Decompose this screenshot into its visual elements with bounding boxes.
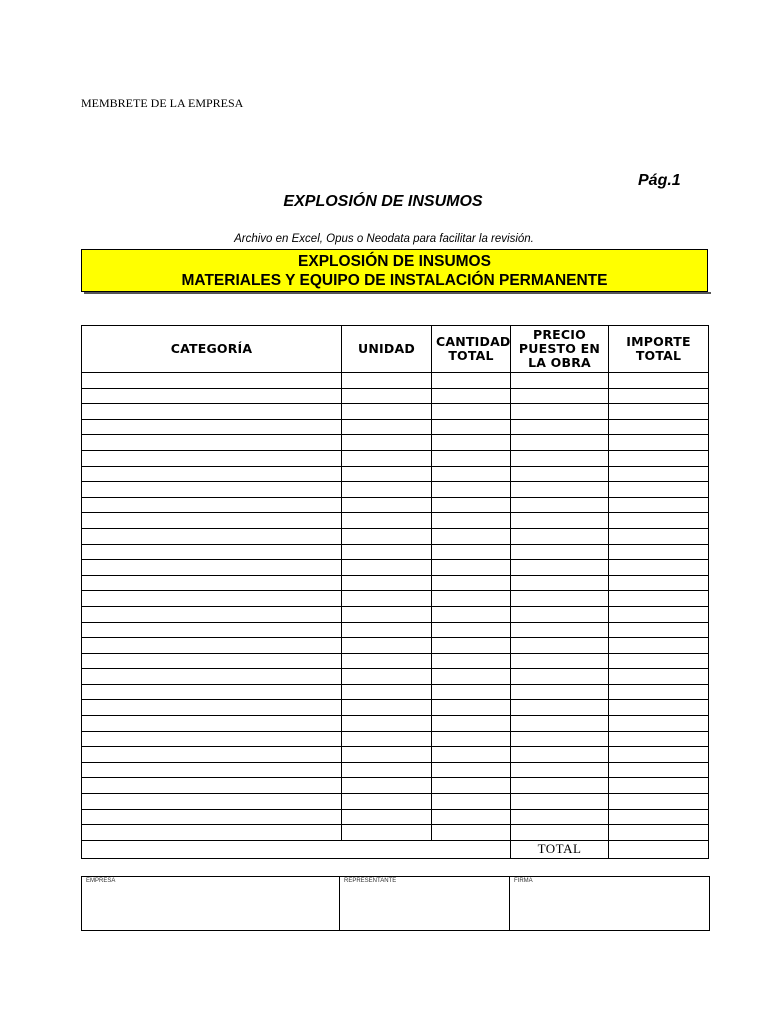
table-cell[interactable] (432, 575, 511, 591)
banner-line-1: EXPLOSIÓN DE INSUMOS (298, 253, 491, 270)
table-cell[interactable] (432, 419, 511, 435)
table-cell[interactable] (511, 575, 609, 591)
table-cell[interactable] (432, 716, 511, 732)
header-precio-puesto: PRECIO PUESTO EN LA OBRA (511, 326, 609, 373)
table-cell[interactable] (342, 747, 432, 763)
table-cell[interactable] (82, 638, 342, 654)
table-cell[interactable] (609, 404, 709, 420)
table-row (82, 825, 709, 841)
signature-label-empresa: EMPRESA (86, 878, 116, 884)
table-cell[interactable] (342, 591, 432, 607)
section-banner (81, 249, 708, 292)
table-cell[interactable] (609, 731, 709, 747)
table-cell[interactable] (432, 653, 511, 669)
table-cell[interactable] (82, 528, 342, 544)
table-cell[interactable] (609, 419, 709, 435)
table-cell[interactable] (511, 388, 609, 404)
page-number: Pág.1 (638, 172, 681, 189)
table-cell[interactable] (511, 762, 609, 778)
table-cell[interactable] (609, 373, 709, 389)
table-cell[interactable] (609, 466, 709, 482)
table-row (82, 684, 709, 700)
supplies-table (81, 325, 709, 859)
table-row (82, 747, 709, 763)
signature-box (81, 876, 710, 931)
table-cell[interactable] (609, 591, 709, 607)
table-cell[interactable] (82, 497, 342, 513)
table-cell[interactable] (82, 544, 342, 560)
table-cell[interactable] (342, 731, 432, 747)
table-header-row (82, 326, 709, 373)
document-title (0, 193, 768, 211)
table-cell[interactable] (342, 653, 432, 669)
table-cell[interactable] (82, 404, 342, 420)
table-row (82, 466, 709, 482)
table-row (82, 575, 709, 591)
table-row (82, 482, 709, 498)
table-cell[interactable] (342, 575, 432, 591)
table-cell[interactable] (82, 794, 342, 810)
table-cell[interactable] (432, 825, 511, 841)
table-row (82, 794, 709, 810)
table-cell[interactable] (432, 794, 511, 810)
table-cell[interactable] (342, 435, 432, 451)
table-cell[interactable] (432, 388, 511, 404)
table-cell[interactable] (342, 778, 432, 794)
table-cell[interactable] (342, 404, 432, 420)
table-row (82, 809, 709, 825)
table-cell[interactable] (511, 435, 609, 451)
table-cell[interactable] (609, 638, 709, 654)
table-cell[interactable] (342, 794, 432, 810)
header-importe-total: IMPORTE TOTAL (609, 326, 709, 373)
table-cell[interactable] (82, 622, 342, 638)
table-cell[interactable] (511, 622, 609, 638)
signature-label-firma: FIRMA (514, 878, 533, 884)
table-cell[interactable] (609, 560, 709, 576)
table-cell[interactable] (432, 684, 511, 700)
total-row (82, 840, 709, 858)
table-row (82, 404, 709, 420)
table-body (82, 373, 709, 859)
table-cell[interactable] (609, 653, 709, 669)
table-cell[interactable] (342, 373, 432, 389)
table-cell[interactable] (432, 560, 511, 576)
table-cell[interactable] (432, 622, 511, 638)
table-cell[interactable] (511, 513, 609, 529)
table-cell[interactable] (82, 435, 342, 451)
table-cell[interactable] (82, 560, 342, 576)
table-cell[interactable] (82, 684, 342, 700)
table-cell[interactable] (432, 544, 511, 560)
table-cell[interactable] (511, 528, 609, 544)
table-cell[interactable] (511, 544, 609, 560)
table-cell[interactable] (82, 466, 342, 482)
table-cell[interactable] (511, 373, 609, 389)
table-cell[interactable] (432, 450, 511, 466)
table-cell[interactable] (609, 606, 709, 622)
table-cell[interactable] (511, 497, 609, 513)
table-cell[interactable] (511, 404, 609, 420)
table-row (82, 388, 709, 404)
table-cell[interactable] (511, 684, 609, 700)
table-cell[interactable] (82, 450, 342, 466)
table-cell[interactable] (82, 606, 342, 622)
table-cell[interactable] (609, 513, 709, 529)
header-cantidad-total: CANTIDAD TOTAL (432, 326, 511, 373)
table-row (82, 560, 709, 576)
table-cell[interactable] (82, 716, 342, 732)
banner-line-2: MATERIALES Y EQUIPO DE INSTALACIÓN PERMANENTE (181, 272, 608, 289)
table-cell[interactable] (342, 716, 432, 732)
table-cell[interactable] (432, 700, 511, 716)
table-cell[interactable] (432, 528, 511, 544)
table-cell[interactable] (609, 716, 709, 732)
table-cell[interactable] (609, 622, 709, 638)
table-cell[interactable] (511, 653, 609, 669)
table-cell[interactable] (342, 466, 432, 482)
table-cell[interactable] (82, 825, 342, 841)
table-cell[interactable] (342, 762, 432, 778)
table-row (82, 450, 709, 466)
table-cell[interactable] (511, 606, 609, 622)
table-row (82, 606, 709, 622)
table-cell[interactable] (511, 809, 609, 825)
table-cell[interactable] (609, 762, 709, 778)
table-cell[interactable] (82, 388, 342, 404)
signature-label-representante: REPRESENTANTE (344, 878, 397, 884)
header-categoria: CATEGORÍA (82, 326, 342, 373)
table-cell[interactable] (432, 591, 511, 607)
table-cell[interactable] (342, 684, 432, 700)
table-cell[interactable] (432, 373, 511, 389)
table-cell[interactable] (82, 762, 342, 778)
table-cell[interactable] (511, 669, 609, 685)
table-cell[interactable] (82, 482, 342, 498)
table-cell[interactable] (511, 794, 609, 810)
table-cell[interactable] (511, 700, 609, 716)
table-row (82, 435, 709, 451)
table-cell[interactable] (432, 466, 511, 482)
table-cell[interactable] (511, 638, 609, 654)
banner-shadow (84, 292, 711, 294)
document-title-text: EXPLOSIÓN DE INSUMOS (283, 193, 483, 210)
table-cell[interactable] (82, 575, 342, 591)
table-cell[interactable] (342, 638, 432, 654)
total-value-cell[interactable] (609, 840, 709, 858)
table-cell[interactable] (342, 809, 432, 825)
table-cell[interactable] (82, 731, 342, 747)
document-note: Archivo en Excel, Opus o Neodata para facilitar la revisión. (234, 233, 534, 245)
table-row (82, 419, 709, 435)
table-cell[interactable] (82, 513, 342, 529)
table-cell[interactable] (342, 825, 432, 841)
table-row (82, 622, 709, 638)
signature-cell-representante[interactable] (340, 877, 510, 930)
table-cell[interactable] (609, 388, 709, 404)
table-cell[interactable] (609, 825, 709, 841)
table-row (82, 638, 709, 654)
table-cell[interactable] (82, 419, 342, 435)
table-row (82, 653, 709, 669)
table-cell[interactable] (432, 762, 511, 778)
table-row (82, 669, 709, 685)
table-cell[interactable] (511, 716, 609, 732)
table-cell[interactable] (511, 466, 609, 482)
table-cell[interactable] (82, 653, 342, 669)
table-cell[interactable] (432, 747, 511, 763)
table-cell[interactable] (432, 669, 511, 685)
table-cell[interactable] (82, 747, 342, 763)
table-cell[interactable] (432, 809, 511, 825)
table-cell[interactable] (342, 482, 432, 498)
table-cell[interactable] (82, 373, 342, 389)
table-cell[interactable] (609, 544, 709, 560)
table-cell[interactable] (609, 809, 709, 825)
signature-cell-empresa[interactable] (82, 877, 340, 930)
table-row (82, 497, 709, 513)
table-cell[interactable] (609, 700, 709, 716)
table-row (82, 716, 709, 732)
table-cell[interactable] (432, 731, 511, 747)
table-cell[interactable] (342, 450, 432, 466)
table-cell[interactable] (342, 513, 432, 529)
table-cell[interactable] (432, 513, 511, 529)
total-label: TOTAL (511, 840, 609, 858)
table-cell[interactable] (432, 778, 511, 794)
table-cell[interactable] (511, 778, 609, 794)
table-cell[interactable] (511, 747, 609, 763)
table-cell[interactable] (609, 669, 709, 685)
table-cell[interactable] (609, 575, 709, 591)
header-unidad: UNIDAD (342, 326, 432, 373)
table-cell[interactable] (432, 404, 511, 420)
table-cell[interactable] (342, 497, 432, 513)
table-cell[interactable] (609, 684, 709, 700)
table-cell[interactable] (342, 388, 432, 404)
table-cell[interactable] (342, 700, 432, 716)
table-cell[interactable] (609, 528, 709, 544)
table-cell[interactable] (609, 435, 709, 451)
table-cell[interactable] (511, 482, 609, 498)
table-cell[interactable] (511, 560, 609, 576)
table-row (82, 778, 709, 794)
table-cell[interactable] (342, 669, 432, 685)
table-cell[interactable] (432, 606, 511, 622)
table-row (82, 544, 709, 560)
table-cell[interactable] (342, 544, 432, 560)
table-cell[interactable] (342, 419, 432, 435)
table-row (82, 731, 709, 747)
table-cell[interactable] (432, 497, 511, 513)
table-cell[interactable] (609, 482, 709, 498)
table-cell[interactable] (511, 731, 609, 747)
table-cell[interactable] (82, 700, 342, 716)
table-row (82, 528, 709, 544)
table-cell[interactable] (609, 450, 709, 466)
table-row (82, 762, 709, 778)
letterhead: MEMBRETE DE LA EMPRESA (81, 96, 244, 110)
table-cell[interactable] (82, 591, 342, 607)
table-row (82, 513, 709, 529)
table-cell[interactable] (432, 482, 511, 498)
table-cell[interactable] (511, 419, 609, 435)
table-cell[interactable] (432, 638, 511, 654)
table-row (82, 591, 709, 607)
table-cell[interactable] (511, 450, 609, 466)
table-cell[interactable] (82, 669, 342, 685)
table-cell[interactable] (432, 435, 511, 451)
table-cell[interactable] (511, 825, 609, 841)
table-cell[interactable] (82, 809, 342, 825)
table-cell[interactable] (342, 606, 432, 622)
table-cell[interactable] (342, 622, 432, 638)
table-cell[interactable] (82, 778, 342, 794)
table-cell[interactable] (609, 778, 709, 794)
total-row-blank (82, 840, 511, 858)
signature-cell-firma[interactable] (510, 877, 709, 930)
table-cell[interactable] (511, 591, 609, 607)
table-row (82, 373, 709, 389)
table-cell[interactable] (342, 528, 432, 544)
table-cell[interactable] (609, 747, 709, 763)
table-cell[interactable] (609, 497, 709, 513)
table-cell[interactable] (342, 560, 432, 576)
table-cell[interactable] (609, 794, 709, 810)
table-row (82, 700, 709, 716)
